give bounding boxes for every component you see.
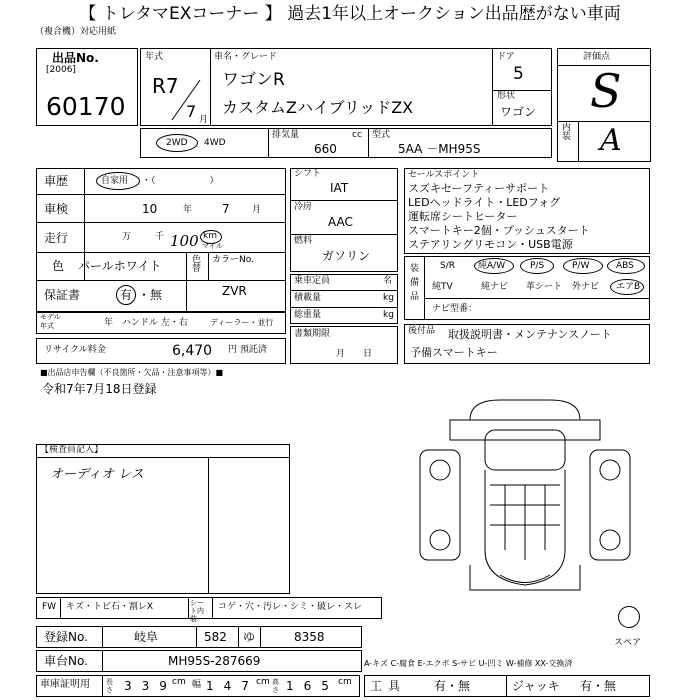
- certificate-label: 車庫証明用: [40, 679, 90, 690]
- spare-label: スペア: [614, 638, 642, 648]
- dealer: ディーラー・並行: [210, 318, 274, 327]
- jack-label: ジャッキ: [512, 679, 560, 693]
- lot-label: 出品No.: [52, 51, 99, 65]
- body-label: 形状: [497, 91, 516, 101]
- eq-abs: ABS: [616, 261, 634, 271]
- width-unit: cm: [256, 677, 270, 687]
- warranty-no: ・無: [138, 288, 163, 302]
- period-label: 書類期限: [294, 329, 331, 339]
- fw-label: FW: [42, 602, 57, 612]
- drive-2wd: 2WD: [166, 138, 188, 148]
- registration-city: 岐阜: [134, 630, 159, 644]
- interior-value: A: [600, 123, 622, 158]
- engine-box: [140, 128, 552, 158]
- eq-leather: 革シート: [526, 282, 563, 292]
- eq-aw: 純A/W: [478, 261, 506, 271]
- sales-line-3: 運転席シートヒーター: [408, 210, 518, 223]
- insp-year-unit: 年: [183, 205, 193, 215]
- ac-label: 冷房: [294, 202, 313, 212]
- load-unit: kg: [383, 293, 394, 303]
- engine-type: 5AA －MH95S: [398, 142, 481, 156]
- sales-line-5: ステアリングリモコン・USB電源: [408, 238, 573, 251]
- height-label: 高さ: [272, 678, 279, 694]
- height-value: 165: [286, 679, 339, 693]
- capacity-unit: 名: [383, 276, 393, 286]
- tools-value: 有・無: [434, 679, 471, 693]
- load-label: 積載量: [294, 293, 322, 303]
- sales-line-4: スマートキー2個・プッシュスタート: [408, 224, 590, 237]
- fw-items: キズ・トビ石・割レX: [66, 602, 153, 612]
- doors-value: 5: [513, 64, 524, 84]
- score-label: 評価点: [583, 52, 611, 62]
- color-no: ZVR: [222, 284, 247, 298]
- navi-label: ナビ型番：: [432, 304, 478, 314]
- disp-unit: cc: [352, 130, 362, 140]
- sales-label: セールスポイント: [408, 170, 480, 180]
- displacement: 660: [314, 142, 337, 156]
- length-label: 長さ: [106, 678, 113, 694]
- inspection-month: 7: [222, 202, 230, 216]
- model-year-unit: 年: [104, 318, 114, 328]
- model-label: モデル年式: [40, 313, 61, 330]
- width-label: 幅: [192, 680, 202, 690]
- body-value: ワゴン: [500, 105, 537, 119]
- year-label: 年式: [145, 52, 164, 62]
- eq-ext-navi: 外ナビ: [572, 282, 600, 292]
- length-value: 339: [124, 679, 177, 693]
- history-label: 車歴: [44, 174, 69, 188]
- mile-unit: マイル: [202, 242, 223, 250]
- equipment-label: 装備品: [410, 264, 420, 302]
- handle: ハンドル 左・右: [122, 318, 188, 328]
- period-unit: 月 日: [336, 349, 373, 359]
- chassis-value: MH95S-287669: [168, 654, 261, 668]
- eq-navi: 純ナビ: [481, 282, 509, 292]
- mileage-value: 100: [170, 232, 199, 250]
- inspector-label: 【検査員記入】: [40, 445, 104, 455]
- sales-line-2: LEDヘッドライト・LEDフォグ: [408, 196, 561, 209]
- insp-month-unit: 月: [252, 205, 262, 215]
- fuel-label: 燃料: [294, 236, 313, 246]
- seat-items: コゲ・穴・汚レ・シミ・破レ・スレ: [218, 602, 363, 612]
- ac-value: AAC: [328, 215, 353, 229]
- eq-airbag: エアB: [616, 282, 641, 292]
- history-private: 自家用: [101, 176, 129, 186]
- km-unit: km: [203, 231, 217, 241]
- accessories-line-1: 取扱説明書・メンテナンスノート: [448, 328, 612, 341]
- weight-label: 総重量: [294, 310, 322, 320]
- eq-tv: 純TV: [432, 282, 453, 292]
- car-damage-diagram: [410, 390, 640, 600]
- recycle-unit: 円 預託済: [228, 345, 267, 355]
- inspection-year: 10: [142, 202, 158, 216]
- shift-label: シフト: [294, 169, 322, 179]
- type-label: 型式: [372, 130, 391, 140]
- inspector-note: オーディオ レス: [50, 467, 144, 482]
- doors-label: ドア: [497, 52, 515, 62]
- height-unit: cm: [338, 677, 352, 687]
- eq-pw: P/W: [572, 261, 590, 271]
- registration-kana: ゆ: [243, 630, 256, 644]
- mileage-label: 走行: [44, 231, 69, 245]
- lot-number: 60170: [46, 92, 126, 121]
- capacity-label: 乗車定員: [294, 276, 331, 286]
- vehicle-grade: カスタムZハイブリッドZX: [222, 98, 414, 117]
- recycle-amount: 6,470: [172, 343, 213, 359]
- accessories-line-2: 予備スマートキー: [410, 346, 498, 359]
- spare-circle: [618, 606, 640, 628]
- registration-label: 登録No.: [44, 630, 88, 644]
- damage-legend: A-キズ C-腐食 E-エクボ S-サビ U-凹ミ W-補修 XX-交換済: [364, 659, 573, 668]
- registration-number: 8358: [294, 630, 325, 644]
- registration-class: 582: [204, 630, 227, 644]
- mileage-man: 万: [122, 232, 132, 242]
- declaration-text: 令和7年7月18日登録: [42, 382, 157, 396]
- width-value: 147: [206, 679, 259, 693]
- month-unit: 月: [199, 115, 209, 125]
- eq-ps: P/S: [530, 261, 545, 271]
- color-value: パールホワイト: [78, 259, 162, 273]
- history-rest: ・（ ）: [142, 176, 219, 186]
- header-banner: 【 トレタマEXコーナー 】 過去1年以上オークション出品歴がない車両: [79, 4, 621, 24]
- seat-label: シート内装: [190, 599, 204, 623]
- color-no-label: カラーNo.: [212, 255, 254, 265]
- recycle-label: リサイクル料金: [44, 345, 106, 355]
- drive-4wd: 4WD: [204, 138, 226, 148]
- chassis-label: 車台No.: [44, 654, 88, 668]
- shift-value: IAT: [330, 181, 349, 195]
- weight-unit: kg: [383, 310, 394, 320]
- interior-label: 内装: [562, 123, 572, 142]
- year-month: 7: [186, 102, 197, 121]
- sheet-note: （複合機）対応用紙: [35, 27, 117, 37]
- inspection-label: 車検: [44, 202, 69, 216]
- score-value: S: [590, 64, 622, 118]
- eq-sr: S/R: [440, 261, 455, 271]
- warranty-yes: 有: [120, 288, 133, 302]
- vehicle-name: ワゴンR: [222, 70, 285, 90]
- era-year: R7: [152, 74, 179, 98]
- color-label: 色: [52, 259, 65, 273]
- fuel-value: ガソリン: [322, 249, 371, 263]
- mileage-sen: 千: [155, 232, 165, 242]
- accessories-label: 後付品: [408, 326, 436, 336]
- jack-value: 有・無: [580, 679, 617, 693]
- warranty-label: 保証書: [44, 288, 81, 302]
- declaration-header: ■出品店申告欄（不良箇所・欠品・注意事項等）■: [40, 368, 224, 377]
- length-unit: cm: [172, 677, 186, 687]
- sales-line-1: スズキセーフティーサポート: [408, 182, 550, 195]
- color-change: 色替: [192, 255, 202, 274]
- lot-year-tag: [2006]: [46, 65, 76, 75]
- disp-label: 排気量: [272, 130, 300, 140]
- tools-label: 工具: [370, 679, 407, 693]
- name-label: 車名・グレード: [214, 52, 278, 62]
